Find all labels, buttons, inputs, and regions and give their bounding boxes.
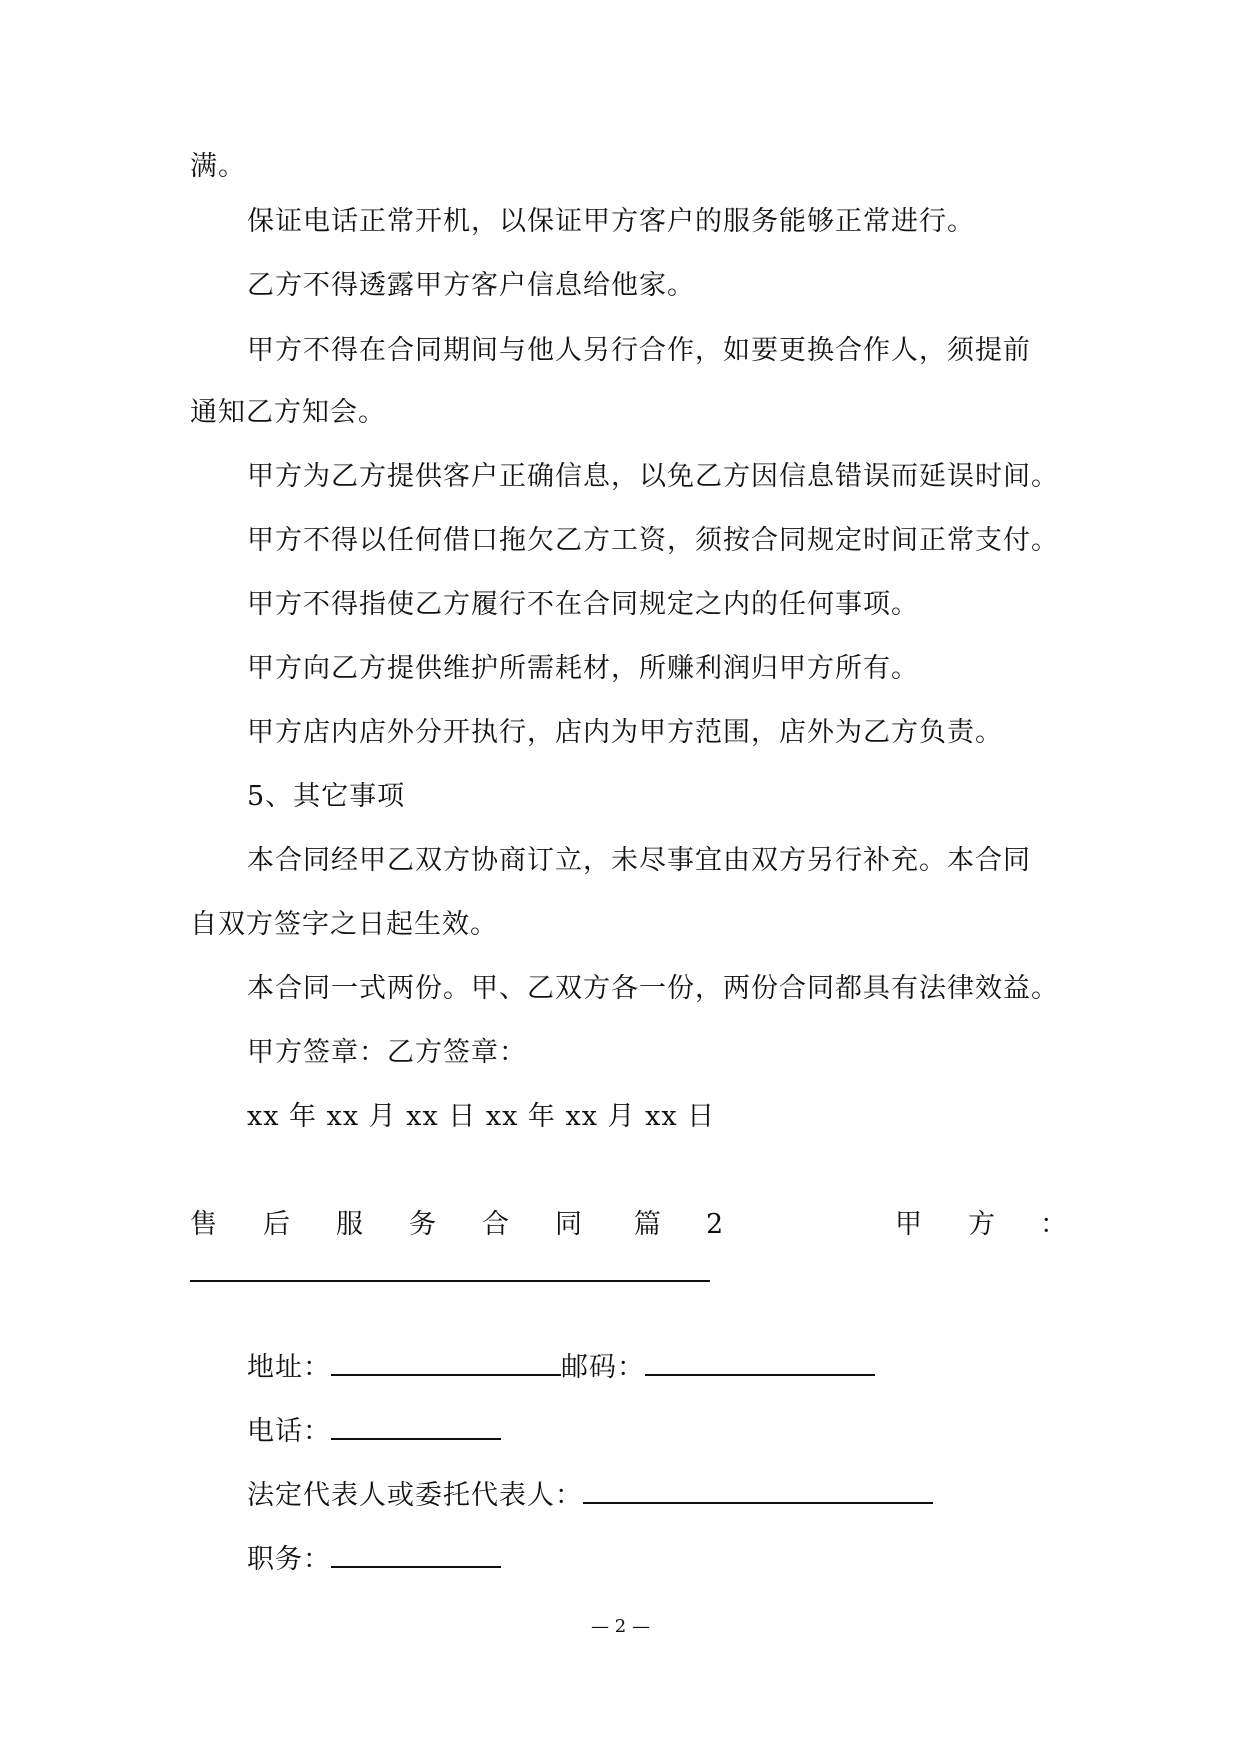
text-line: 保证电话正常开机，以保证甲方客户的服务能够正常进行。 [247, 206, 975, 237]
text-line: 甲方为乙方提供客户正确信息，以免乙方因信息错误而延误时间。 [247, 461, 1059, 492]
text-line: 甲方向乙方提供维护所需耗材，所赚利润归甲方所有。 [247, 653, 919, 684]
title-char: ： [1040, 1209, 1067, 1240]
text-line: 甲方店内店外分开执行，店内为甲方范围，店外为乙方负责。 [247, 717, 1003, 748]
title-char: 篇 [634, 1209, 661, 1240]
text-line: 本合同经甲乙双方协商订立，未尽事宜由双方另行补充。本合同 [247, 845, 1031, 876]
title-char: 方 [968, 1209, 995, 1240]
title-char: 2 [706, 1209, 724, 1240]
title-char: 服 [336, 1209, 363, 1240]
section-heading: 5、其它事项 [247, 781, 406, 812]
title-char: 合 [482, 1209, 509, 1240]
text-line: 自双方签字之日起生效。 [190, 909, 498, 940]
title-char: 同 [555, 1209, 582, 1240]
postcode-label: 邮码： [561, 1352, 645, 1383]
title-char: 售 [190, 1209, 217, 1240]
party-a-blank [190, 1280, 710, 1282]
representative-blank [583, 1472, 933, 1504]
address-row [247, 1344, 1117, 1384]
title-char: 后 [263, 1209, 290, 1240]
postcode-blank [645, 1344, 875, 1376]
text-line: 甲方不得指使乙方履行不在合同规定之内的任何事项。 [247, 589, 919, 620]
phone-label: 电话： [247, 1416, 331, 1447]
date-line: xx 年 xx 月 xx 日 xx 年 xx 月 xx 日 [247, 1101, 716, 1132]
text-line: 乙方不得透露甲方客户信息给他家。 [247, 270, 695, 301]
address-label: 地址： [247, 1352, 331, 1383]
phone-blank [331, 1408, 501, 1440]
position-row [247, 1536, 1117, 1576]
text-line: 本合同一式两份。甲、乙双方各一份，两份合同都具有法律效益。 [247, 973, 1059, 1004]
signature-line: 甲方签章：乙方签章： [247, 1037, 527, 1068]
title-char: 甲 [895, 1209, 922, 1240]
title-char: 务 [409, 1209, 436, 1240]
representative-row [247, 1472, 1117, 1512]
position-blank [331, 1536, 501, 1568]
contract-title-row [190, 1205, 1067, 1245]
text-line: 甲方不得在合同期间与他人另行合作，如要更换合作人，须提前 [247, 335, 1031, 366]
position-label: 职务： [247, 1544, 331, 1575]
address-blank [331, 1344, 561, 1376]
text-line: 满。 [190, 151, 246, 182]
representative-label: 法定代表人或委托代表人： [247, 1480, 583, 1511]
phone-row [247, 1408, 1117, 1448]
page-number: — 2 — [591, 1616, 650, 1637]
text-line: 甲方不得以任何借口拖欠乙方工资，须按合同规定时间正常支付。 [247, 525, 1059, 556]
text-line: 通知乙方知会。 [190, 397, 386, 428]
